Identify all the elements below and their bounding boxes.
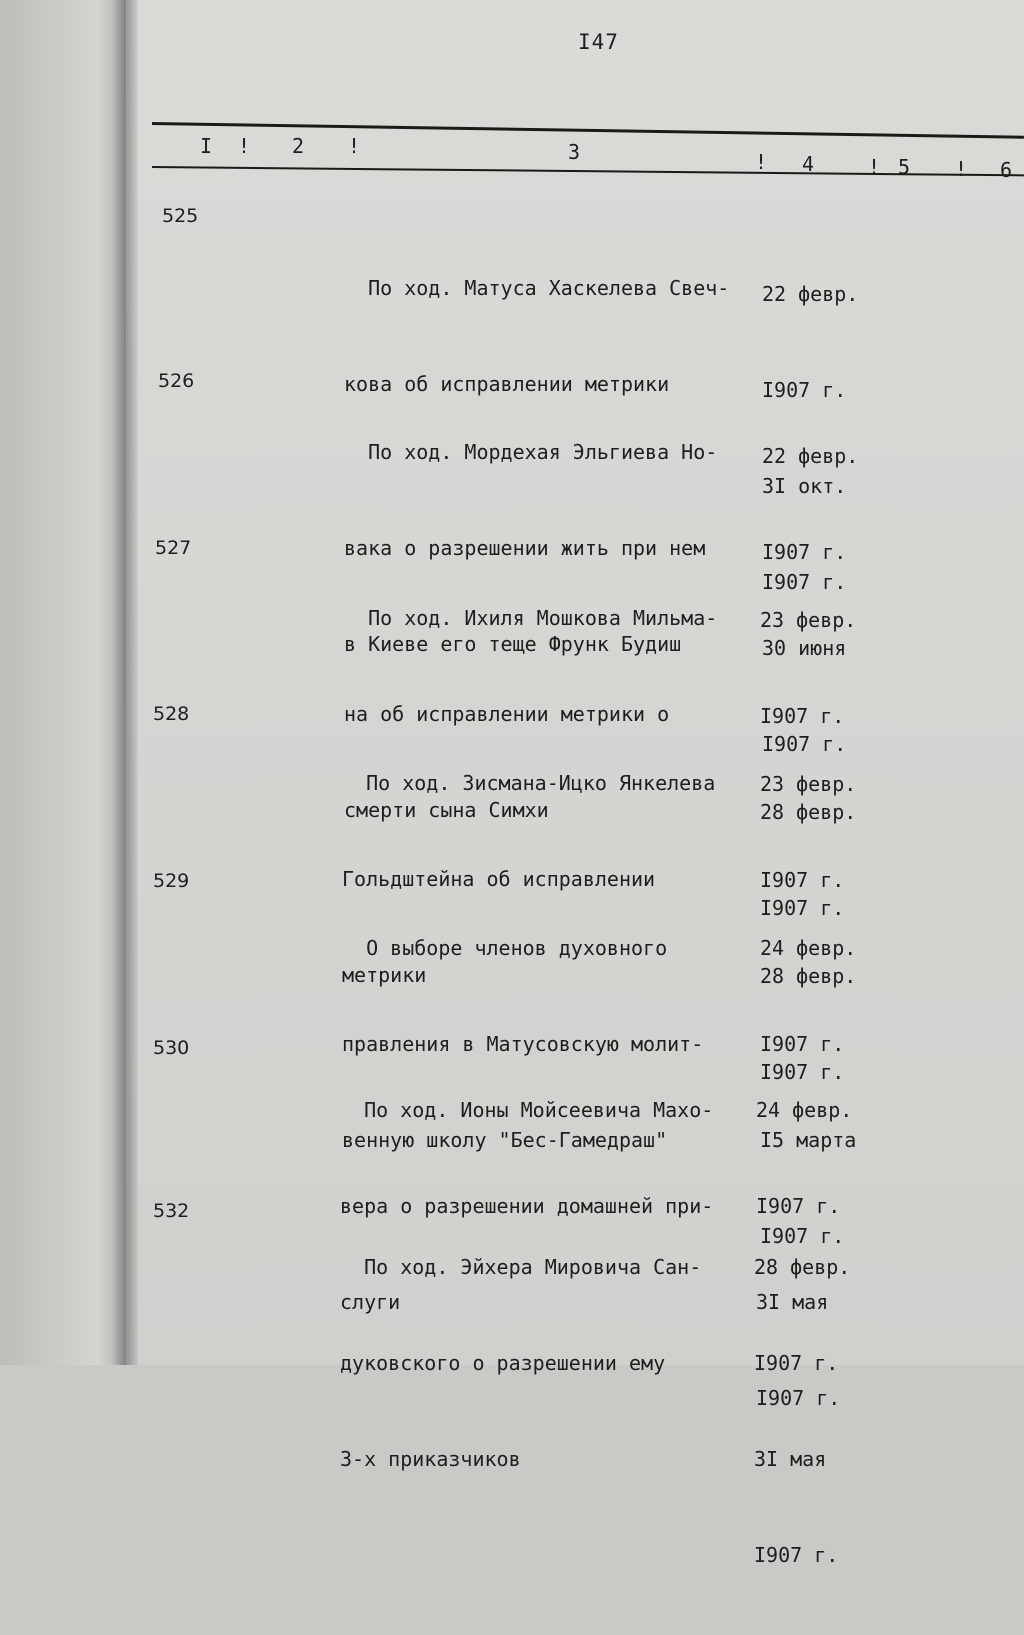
description-line: венную школу "Бес-Гамедраш" [342, 1128, 668, 1152]
start-year: I907 г. [760, 1032, 845, 1056]
description-line: кова об исправлении метрики [344, 372, 670, 396]
start-date: 23 февр. [760, 772, 857, 796]
description-line: вака о разрешении жить при нем [344, 536, 706, 560]
start-date: 24 февр. [756, 1098, 853, 1122]
description-line: в Киеве его теще Фрунк Будиш [344, 632, 682, 656]
column-separator: ! [755, 150, 768, 174]
description-line: По ход. Эйхера Мировича Сан- [340, 1255, 702, 1279]
column-separator: ! [238, 134, 251, 158]
description-line: дуковского о разрешении ему [340, 1351, 666, 1375]
description-line: По ход. Ионы Мойсеевича Махо- [340, 1098, 714, 1122]
description-line: слуги [340, 1290, 401, 1314]
description-line: на об исправлении метрики о [344, 702, 670, 726]
entry-number: 532 [153, 1200, 190, 1222]
entry-number: 528 [153, 703, 190, 725]
description-line: О выборе членов духовного [342, 936, 668, 960]
entry-number: 530 [153, 1037, 190, 1059]
end-date: 3I мая [754, 1447, 827, 1471]
end-date: 28 февр. [760, 800, 857, 824]
end-date: 3I мая [756, 1290, 829, 1314]
entry-description [340, 1187, 701, 1539]
book-binding-shadow [112, 0, 138, 1365]
start-date: 24 февр. [760, 936, 857, 960]
start-date: 23 февр. [760, 608, 857, 632]
description-line: Гольдштейна об исправлении [342, 867, 656, 891]
description-line: По ход. Мордехая Эльгиева Но- [344, 440, 718, 464]
entry-number: 525 [162, 205, 199, 227]
end-year: I907 г. [754, 1543, 839, 1567]
start-year: I907 г. [760, 868, 845, 892]
start-year: I907 г. [762, 378, 847, 402]
start-year: I907 г. [762, 540, 847, 564]
entry-number: 526 [158, 370, 195, 392]
column-separator: ! [955, 157, 968, 181]
end-year: I907 г. [756, 1386, 841, 1410]
entry-number: 527 [155, 537, 192, 559]
description-line: правления в Матусовскую молит- [342, 1032, 704, 1056]
end-year: I907 г. [760, 896, 845, 920]
entry-number: 529 [153, 870, 190, 892]
description-line: смерти сына Симхи [344, 798, 549, 822]
description-line: По ход. Матуса Хаскелева Свеч- [344, 276, 730, 300]
description-line: 3-х приказчиков [340, 1447, 521, 1471]
column-separator: ! [868, 155, 881, 179]
start-year: I907 г. [756, 1194, 841, 1218]
end-year: I907 г. [762, 570, 847, 594]
page-number: I47 [578, 30, 619, 54]
column-header-2: 2 [292, 134, 305, 158]
column-header-4: 4 [802, 152, 815, 176]
end-date: 3I окт. [762, 474, 847, 498]
end-year: I907 г. [760, 1060, 845, 1084]
end-year: I907 г. [760, 1224, 845, 1248]
end-date: 30 июня [762, 636, 847, 660]
start-date: 22 февр. [762, 444, 859, 468]
end-date: I5 марта [760, 1128, 857, 1152]
column-separator: ! [348, 134, 361, 158]
column-header-5: 5 [898, 155, 911, 179]
start-year: I907 г. [754, 1351, 839, 1375]
start-date: 22 февр. [762, 282, 859, 306]
end-year: I907 г. [762, 732, 847, 756]
entry-dates [754, 1187, 850, 1635]
column-header-3: 3 [568, 140, 581, 164]
start-year: I907 г. [760, 704, 845, 728]
start-date: 28 февр. [754, 1255, 851, 1279]
column-header-1: I [200, 134, 213, 158]
description-line: метрики [342, 963, 427, 987]
end-date: 28 февр. [760, 964, 857, 988]
description-line: По ход. Зисмана-Ицко Янкелева [342, 771, 716, 795]
column-header-6: 6 [1000, 158, 1013, 182]
description-line: вера о разрешении домашней при- [340, 1194, 714, 1218]
description-line: По ход. Ихиля Мошкова Мильма- [344, 606, 718, 630]
